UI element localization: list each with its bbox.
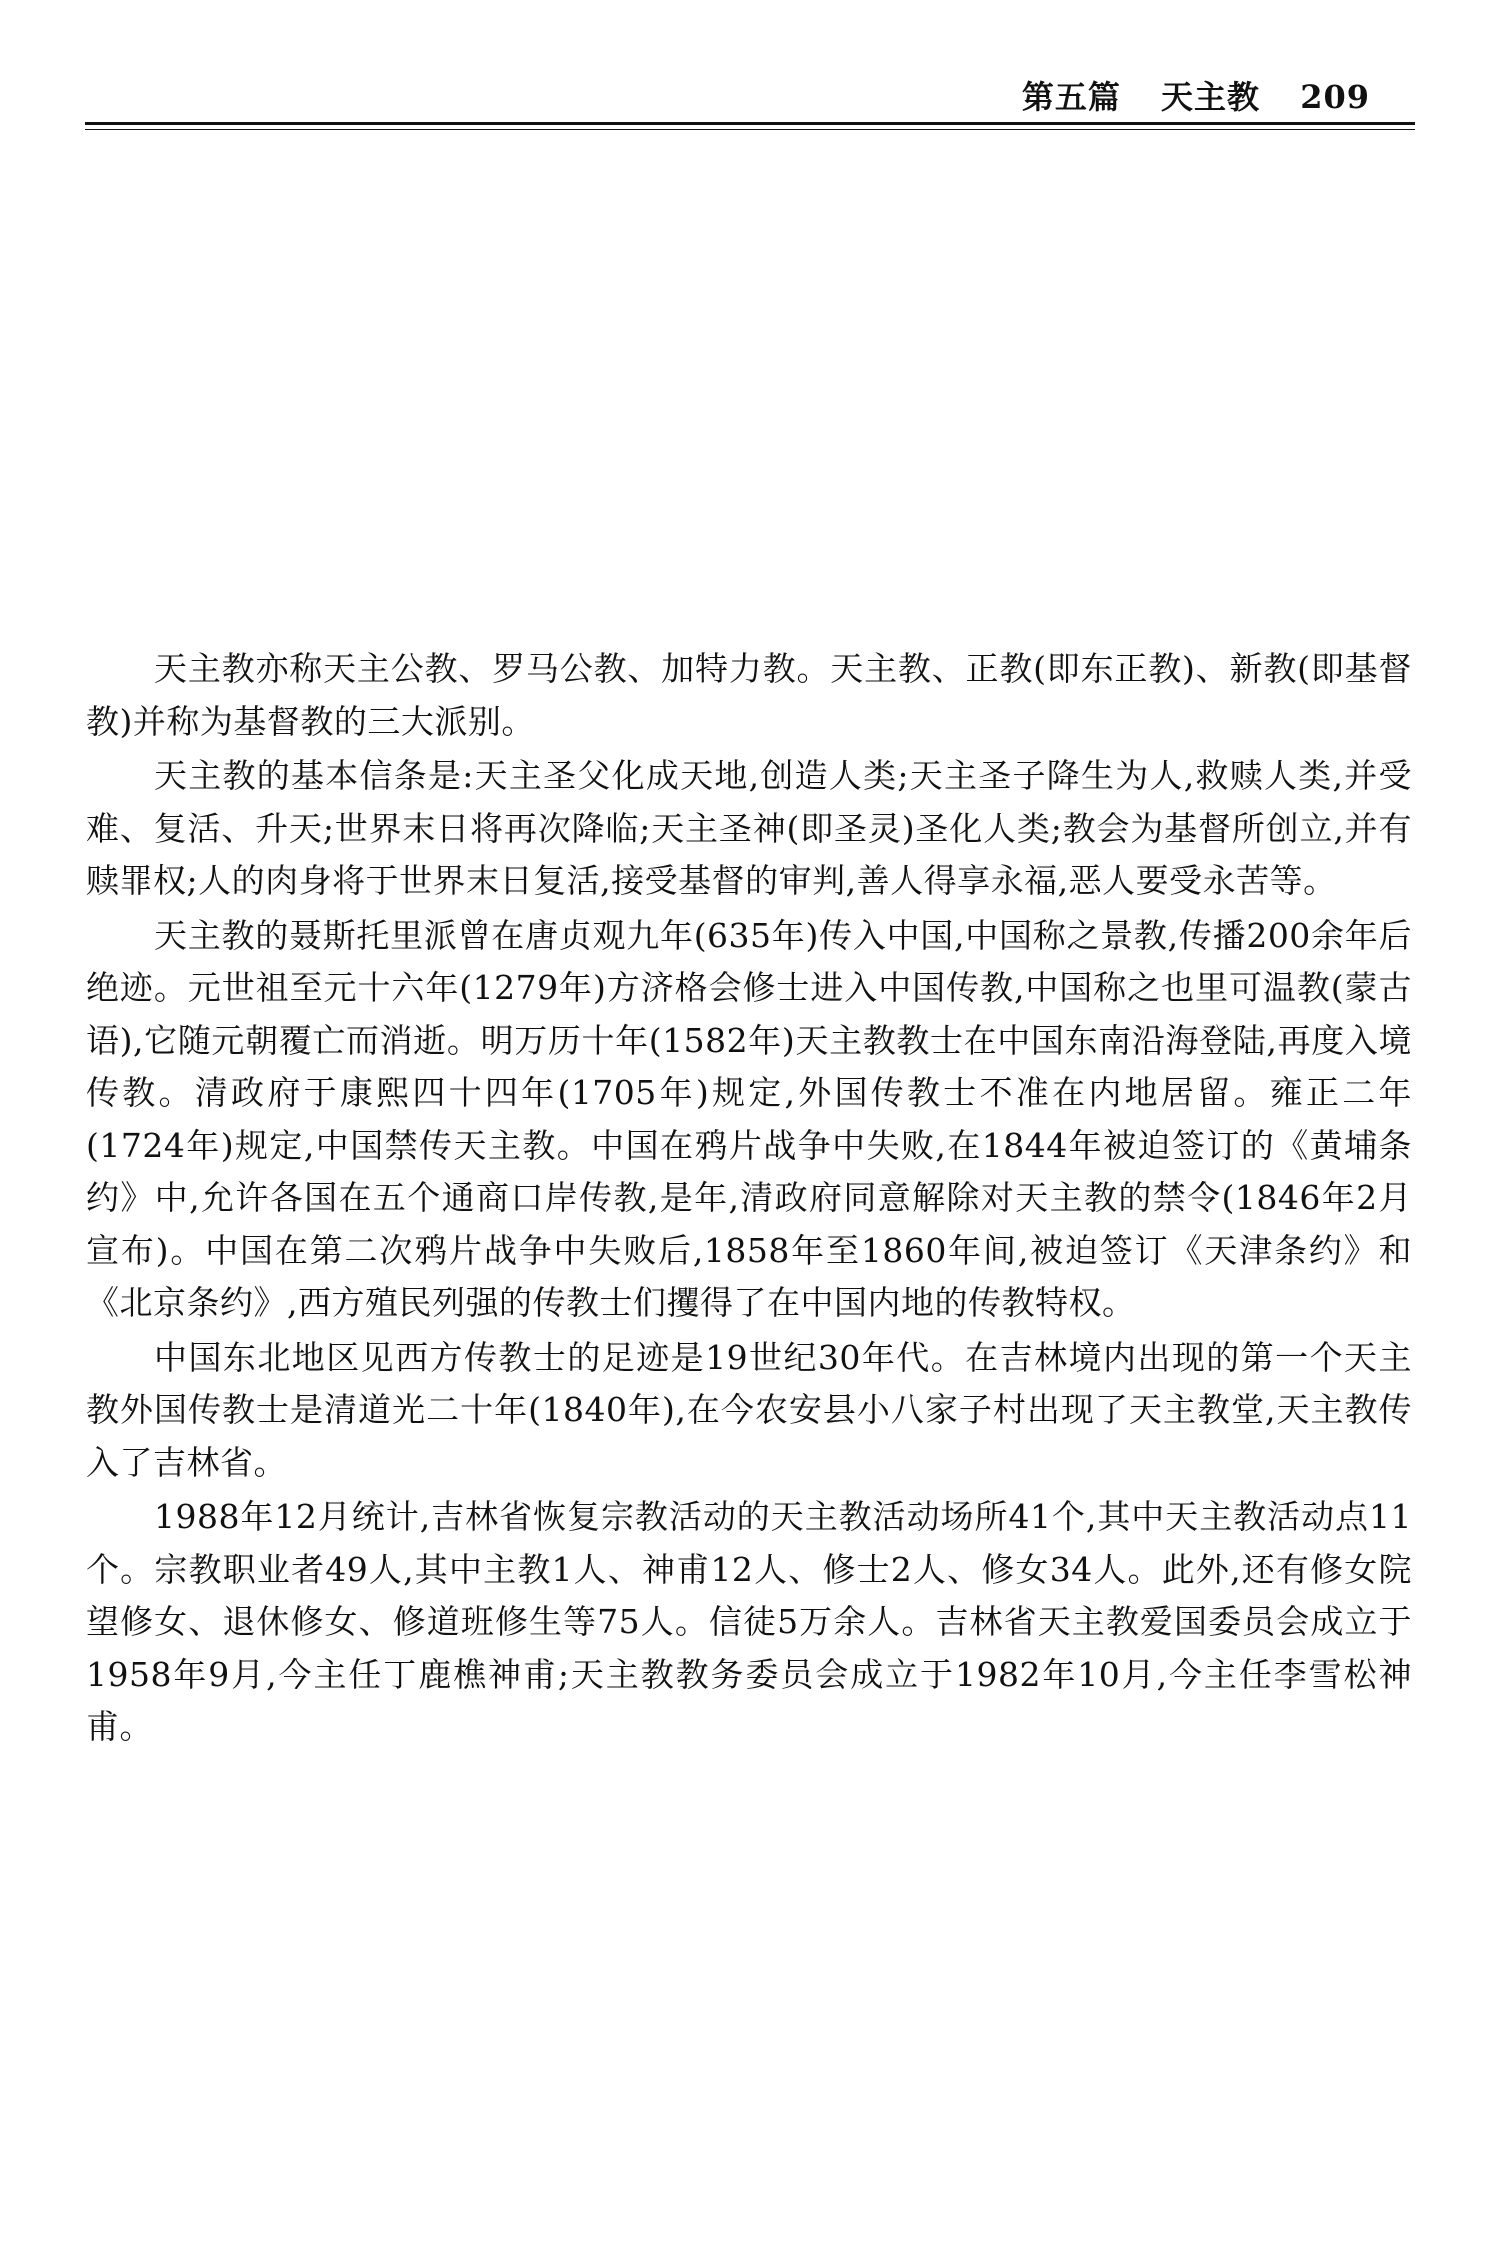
header-text xyxy=(1022,72,1370,118)
header-rule-thin xyxy=(85,129,1415,130)
header-title: 天主教 xyxy=(1161,78,1261,116)
paragraph-intro: 天主教亦称天主公教、罗马公教、加特力教。天主教、正教(即东正教)、新教(即基督教)并称为基督教的三大派别。 xyxy=(86,649,1412,741)
paragraph-statistics: 1988年12月统计,吉林省恢复宗教活动的天主教活动场所41个,其中天主教活动点11个。宗教职业者49人,其中主教1人、神甫12人、修士2人、修女34人。此外,还有修女院望修女、退休修女、修道班修生等75人。信徒5万余人。吉林省天主教爱国委员会成立于1958年9月,今主任丁鹿樵神甫;天主教教务委员会成立于1982年10月,今主任李雪松神甫。 xyxy=(86,1497,1412,1746)
paragraph-beliefs: 天主教的基本信条是:天主圣父化成天地,创造人类;天主圣子降生为人,救赎人类,并受难、复活、升天;世界末日将再次降临;天主圣神(即圣灵)圣化人类;教会为基督所创立,并有赎罪权;人的肉身将于世界末日复活,接受基督的审判,善人得享永福,恶人要受永苦等。 xyxy=(86,756,1412,900)
page-number: 209 xyxy=(1300,78,1370,116)
running-header xyxy=(85,72,1415,122)
header-section: 第五篇 xyxy=(1021,78,1121,116)
body-text xyxy=(86,643,1412,1756)
paragraph-northeast: 中国东北地区见西方传教士的足迹是19世纪30年代。在吉林境内出现的第一个天主教外国传教士是清道光二十年(1840年),在今农安县小八家子村出现了天主教堂,天主教传入了吉林省。 xyxy=(86,1337,1412,1482)
paragraph-history: 天主教的聂斯托里派曾在唐贞观九年(635年)传入中国,中国称之景教,传播200余年后绝迹。元世祖至元十六年(1279年)方济格会修士进入中国传教,中国称之也里可温教(蒙古语),它随元朝覆亡而消逝。明万历十年(1582年)天主教教士在中国东南沿海登陆,再度入境传教。清政府于康熙四十四年(1705年)规定,外国传教士不准在内地居留。雍正二年(1724年)规定,中国禁传天主教。中国在鸦片战争中失败,在1844年被迫签订的《黄埔条约》中,允许各国在五个通商口岸传教,是年,清政府同意解除对天主教的禁令(1846年2月宣布)。中国在第二次鸦片战争中失败后,1858年至1860年间,被迫签订《天津条约》和《北京条约》,西方殖民列强的传教士们攫得了在中国内地的传教特权。 xyxy=(86,915,1412,1322)
header-rule-thick xyxy=(85,122,1415,125)
